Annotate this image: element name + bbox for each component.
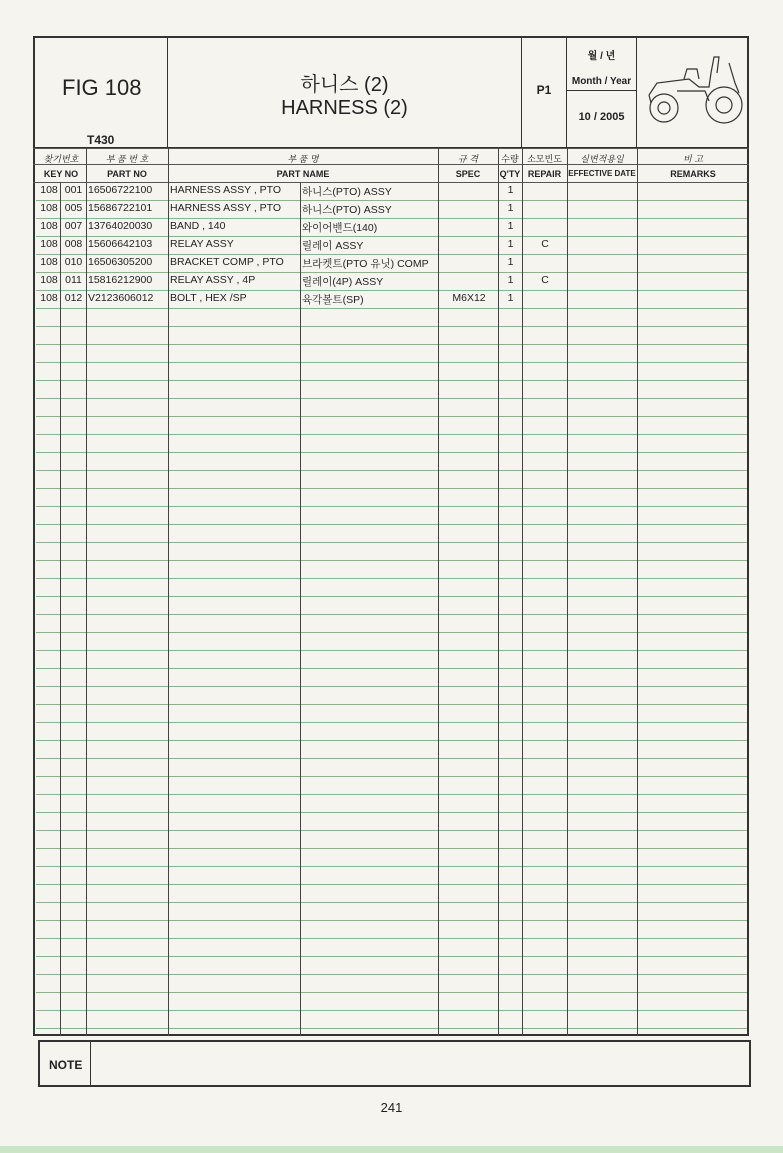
- date-cell: [566, 90, 637, 148]
- cell-part-no: 15686722101: [88, 202, 153, 214]
- effective-date-korean: 실변적용일: [580, 154, 624, 164]
- cell-name-ko: 릴레이 ASSY: [302, 240, 364, 252]
- cell-key: 011: [65, 274, 82, 286]
- title-english: HARNESS (2): [281, 97, 408, 119]
- cell-name-en: RELAY ASSY , 4P: [170, 274, 256, 286]
- cell-spec: M6X12: [452, 292, 486, 304]
- repair-header: REPAIR: [527, 169, 562, 179]
- cell-part-no: 15816212900: [88, 274, 153, 286]
- cell-name-ko: 하니스(PTO) ASSY: [302, 186, 392, 198]
- cell-qty: 1: [507, 220, 514, 232]
- cell-key: 001: [64, 184, 83, 196]
- key-no-korean: 찾기번호: [43, 154, 79, 164]
- revision-date: 10 / 2005: [578, 111, 625, 123]
- effective-date-header: EFFECTIVE DATE: [568, 169, 636, 178]
- title-korean: 하니스 (2): [300, 74, 389, 96]
- part-name-header: PART NAME: [276, 169, 330, 179]
- cell-qty: 1: [507, 292, 514, 304]
- part-name-korean: 부 품 명: [287, 154, 319, 164]
- qty-korean: 수량: [501, 154, 519, 164]
- part-no-header: PART NO: [107, 169, 147, 179]
- cell-qty: 1: [507, 274, 514, 286]
- cell-name-en: HARNESS ASSY , PTO: [170, 202, 282, 214]
- cell-key: 012: [64, 292, 83, 304]
- cell-name-ko: 릴레이(4P) ASSY: [302, 276, 384, 288]
- cell-qty: 1: [507, 202, 514, 214]
- cell-qty: 1: [507, 256, 514, 268]
- cell-repair: C: [541, 274, 549, 286]
- fig-number: FIG 108: [62, 75, 142, 100]
- key-no-header: KEY NO: [43, 169, 79, 179]
- cell-qty: 1: [507, 238, 514, 250]
- cell-fig: 108: [40, 202, 58, 214]
- month-year-cell: [566, 36, 637, 91]
- cell-fig: 108: [40, 256, 58, 268]
- qty-header: Q'TY: [499, 169, 521, 179]
- cell-fig: 108: [40, 292, 58, 304]
- cell-key: 008: [64, 238, 83, 250]
- page-code: P1: [536, 83, 552, 97]
- page-code-cell: [521, 36, 567, 148]
- spec-korean: 규 격: [458, 154, 478, 164]
- repair-korean: 소모빈도: [527, 154, 562, 164]
- note-label: NOTE: [49, 1058, 83, 1072]
- model-code: T430: [87, 133, 115, 147]
- cell-name-ko: 육각볼트(SP): [302, 294, 364, 306]
- cell-part-no: 15606642103: [88, 238, 153, 250]
- title-cell: [167, 36, 522, 148]
- cell-name-ko: 브라켓트(PTO 유닛) COMP: [302, 258, 429, 270]
- bottom-strip: [0, 1146, 783, 1153]
- tractor-icon: [639, 43, 749, 143]
- remarks-header: REMARKS: [670, 169, 716, 179]
- cell-part-no: V2123606012: [88, 292, 154, 304]
- remarks-korean: 비 고: [683, 154, 703, 164]
- cell-part-no: 16506722100: [88, 184, 153, 196]
- cell-part-no: 13764020030: [88, 220, 153, 232]
- note-box: [38, 1040, 751, 1087]
- cell-name-en: BRACKET COMP , PTO: [170, 256, 284, 268]
- cell-name-en: BOLT , HEX /SP: [170, 292, 247, 304]
- cell-name-en: RELAY ASSY: [170, 238, 234, 250]
- cell-name-ko: 하니스(PTO) ASSY: [302, 204, 392, 216]
- cell-name-en: BAND , 140: [170, 220, 226, 232]
- cell-fig: 108: [40, 220, 58, 232]
- cell-fig: 108: [40, 238, 58, 250]
- spec-header: SPEC: [455, 169, 481, 179]
- fig-cell: [33, 36, 168, 148]
- cell-fig: 108: [40, 184, 58, 196]
- cell-key: 010: [64, 256, 83, 268]
- page-number: 241: [380, 1100, 403, 1115]
- cell-fig: 108: [40, 274, 58, 286]
- cell-key: 007: [64, 220, 83, 232]
- cell-part-no: 16506305200: [88, 256, 153, 268]
- cell-repair: C: [541, 238, 549, 250]
- month-year-korean: 월 / 년: [587, 51, 616, 62]
- part-no-korean: 부 품 번 호: [105, 154, 149, 164]
- cell-qty: 1: [507, 184, 514, 196]
- cell-key: 005: [64, 202, 83, 214]
- cell-name-ko: 와이어밴드(140): [302, 222, 378, 234]
- cell-name-en: HARNESS ASSY , PTO: [170, 184, 282, 196]
- month-year-english: Month / Year: [571, 76, 632, 87]
- illustration-cell: [636, 36, 749, 148]
